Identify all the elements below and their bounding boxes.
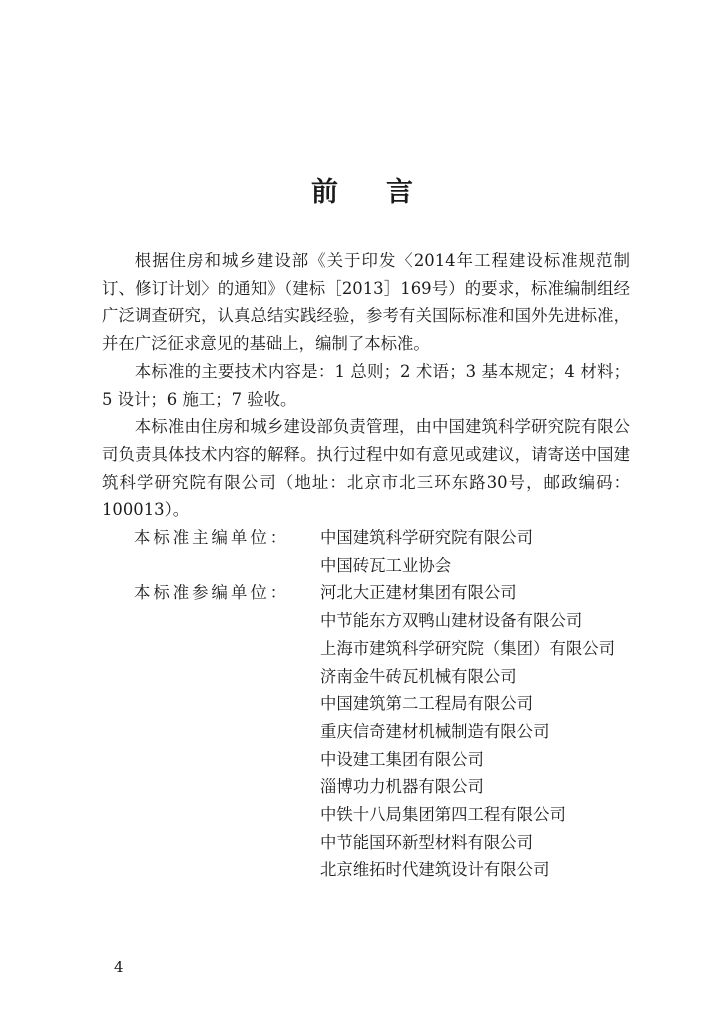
paragraph-contents: 本标准的主要技术内容是：1 总则；2 术语；3 基本规定；4 材料；5 设计；6 施工；7 验收。 — [102, 361, 630, 409]
list-item: 上海市建筑科学研究院（集团）有限公司 — [320, 638, 616, 658]
participating-units-label: 本标准参编单位： — [134, 583, 290, 603]
chief-units-list — [320, 524, 630, 579]
chief-units-block — [102, 524, 630, 579]
list-item: 中设建工集团有限公司 — [320, 749, 484, 769]
page-number: 4 — [114, 958, 124, 976]
page-title — [0, 170, 724, 209]
list-item: 中国建筑科学研究院有限公司 — [320, 528, 534, 548]
participating-units-block — [102, 579, 630, 884]
preface-body — [102, 247, 630, 884]
list-item: 淄博功力机器有限公司 — [320, 777, 484, 797]
chief-units-label: 本标准主编单位： — [134, 528, 290, 548]
list-item: 河北大正建材集团有限公司 — [320, 583, 517, 603]
list-item: 中国砖瓦工业协会 — [320, 555, 452, 575]
list-item: 中铁十八局集团第四工程有限公司 — [320, 805, 566, 825]
list-item: 中节能东方双鸭山建材设备有限公司 — [320, 611, 583, 631]
paragraph-basis: 根据住房和城乡建设部《关于印发〈2014年工程建设标准规范制订、修订计划〉的通知》（建标［2013］169号）的要求，标准编制组经广泛调查研究，认真总结实践经验，参考有关国际标准和国外先进标准，并在广泛征求意见的基础上，编制了本标准。 — [102, 251, 630, 354]
title-char-2: 言 — [386, 177, 413, 208]
list-item: 中节能国环新型材料有限公司 — [320, 832, 534, 852]
list-item: 重庆信奇建材机械制造有限公司 — [320, 721, 550, 741]
participating-units-list — [320, 579, 630, 884]
list-item: 济南金牛砖瓦机械有限公司 — [320, 666, 517, 686]
list-item: 北京维拓时代建筑设计有限公司 — [320, 860, 550, 880]
paragraph-management: 本标准由住房和城乡建设部负责管理，由中国建筑科学研究院有限公司负责具体技术内容的解释。执行过程中如有意见或建议，请寄送中国建筑科学研究院有限公司（地址：北京市北三环东路30号，邮政编码：100013）。 — [102, 417, 630, 520]
list-item: 中国建筑第二工程局有限公司 — [320, 694, 534, 714]
title-char-1: 前 — [311, 177, 338, 208]
